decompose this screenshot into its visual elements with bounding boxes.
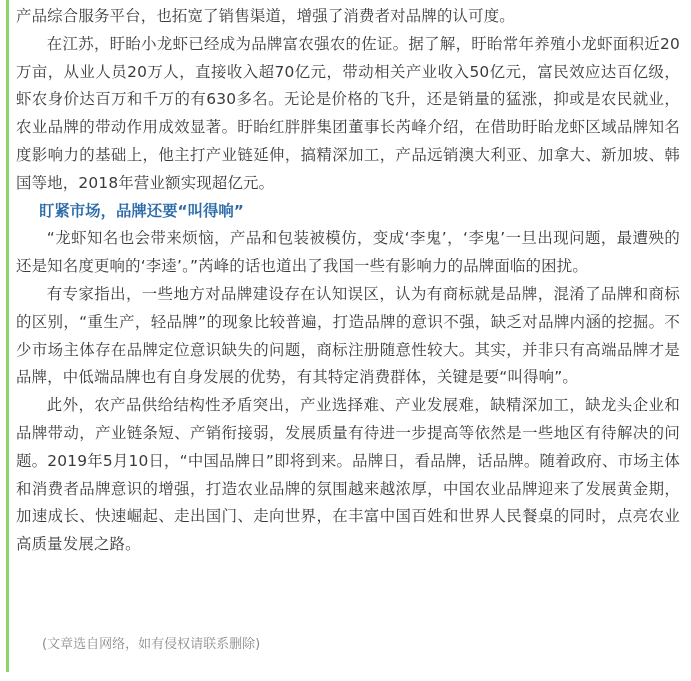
source-note: (文章选自网络，如有侵权请联系删除): [42, 637, 261, 652]
left-accent-rule: [6, 0, 9, 672]
paragraph-intro-tail: 产品综合服务平台，也拓宽了销售渠道，增强了消费者对品牌的认可度。: [16, 7, 515, 25]
article-body: [16, 3, 680, 559]
paragraph-conclusion: 此外，农产品供给结构性矛盾突出，产业选择难、产业发展难，缺精深加工，缺龙头企业和品牌带动，产业链条短、产销衔接弱，发展质量有待进一步提高等依然是一些地区有待解决的问题。2019年5月10日，“中国品牌日”即将到来。品牌日，看品牌，话品牌。随着政府、市场主体和消费者品牌意识的增强，打造农业品牌的氛围越来越浓厚，中国农业品牌迎来了发展黄金期，加速成长、快速崛起、走出国门、走向世界，在丰富中国百姓和世界人民餐桌的同时，点亮农业高质量发展之路。: [16, 396, 680, 554]
section-heading: 盯紧市场，品牌还要“叫得响”: [39, 201, 244, 220]
paragraph-quote: “龙虾知名也会带来烦恼，产品和包装被模仿，变成‘李鬼’，‘李鬼’一旦出现问题，最遭殃的还是知名度更响的‘李逵’。”芮峰的话也道出了我国一些有影响力的品牌面临的困扰。: [16, 229, 680, 276]
paragraph-jiangsu: 在江苏，盱眙小龙虾已经成为品牌富农强农的佐证。据了解，盱眙常年养殖小龙虾面积近20万亩，从业人员20万人，直接收入超70亿元，带动相关产业收入50亿元，富民效应达百亿级，虾农身价达百万和千万的有630多名。无论是价格的飞升，还是销量的猛涨，抑或是农民就业，农业品牌的带动作用成效显著。盱眙红胖胖集团董事长芮峰介绍，在借助盱眙龙虾区域品牌知名度影响力的基础上，他主打产业链延伸，搞精深加工，产品远销澳大利亚、加拿大、新加坡、韩国等地，2018年营业额实现超亿元。: [16, 34, 680, 192]
paragraph-expert: 有专家指出，一些地方对品牌建设存在认知误区，认为有商标就是品牌，混淆了品牌和商标的区别，“重生产，轻品牌”的现象比较普遍，打造品牌的意识不强，缺乏对品牌内涵的挖掘。不少市场主体存在品牌定位意识缺失的问题，商标注册随意性较大。其实，并非只有高端品牌才是品牌，中低端品牌也有自身发展的优势，有其特定消费群体，关键是要“叫得响”。: [16, 284, 680, 387]
